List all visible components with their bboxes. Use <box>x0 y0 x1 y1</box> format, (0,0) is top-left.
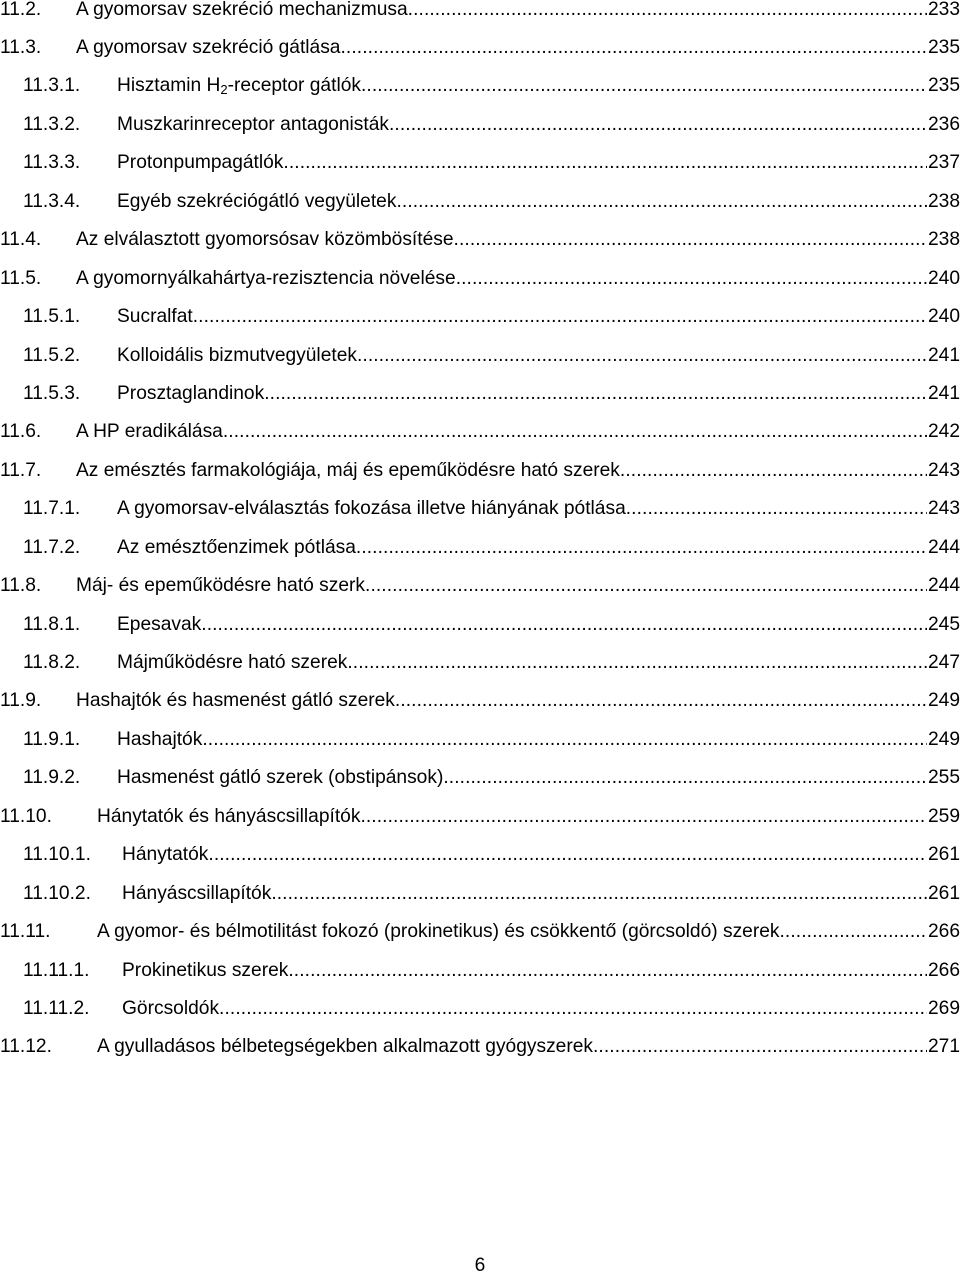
toc-entry-title: Görcsoldók <box>122 998 220 1019</box>
toc-entry-page: 247 <box>927 653 960 673</box>
toc-entry-page: 244 <box>927 576 960 596</box>
toc-entry-number: 11.7.1. <box>23 498 81 520</box>
toc-entry-page: 244 <box>927 537 960 557</box>
toc-entry-number: 11.8.2. <box>23 652 81 674</box>
toc-entry-page: 266 <box>927 960 960 980</box>
toc-entry-title: Az emésztés farmakológiája, máj és epeműködésre ható szerek <box>76 460 620 481</box>
toc-entry-title: Muszkarinreceptor antagonisták <box>117 114 389 135</box>
toc-entry-number: 11.5.1. <box>23 306 81 328</box>
toc-entry-title: Máj- és epeműködésre ható szerk <box>76 576 366 596</box>
toc-entry-page: 241 <box>927 383 960 404</box>
toc-entry[interactable] <box>0 374 960 412</box>
toc-entry[interactable] <box>0 836 960 874</box>
toc-entry-page: 261 <box>927 883 960 903</box>
dot-leader <box>408 0 927 19</box>
dot-leader <box>365 576 927 595</box>
toc-entry-number: 11.10.1. <box>23 844 91 866</box>
toc-entry-title: A gyomornyálkahártya-rezisztencia növelése <box>76 268 456 288</box>
toc-entry-number: 11.3.2. <box>23 113 81 135</box>
dot-leader <box>396 192 927 211</box>
dot-leader <box>443 768 927 787</box>
toc-entry[interactable] <box>0 1028 960 1066</box>
toc-entry-page: 249 <box>927 691 960 711</box>
toc-entry-page: 233 <box>927 0 960 19</box>
toc-entry-page: 245 <box>927 614 960 634</box>
toc-entry-page: 266 <box>927 922 960 942</box>
dot-leader <box>395 691 927 710</box>
toc-entry[interactable] <box>0 144 960 182</box>
dot-leader <box>356 538 927 557</box>
toc-entry[interactable] <box>0 567 960 605</box>
toc-entry-number: 11.10. <box>0 805 52 827</box>
toc-entry[interactable] <box>0 797 960 835</box>
toc-entry-number: 11.10.2. <box>23 882 91 904</box>
toc-entry-number: 11.4. <box>0 229 42 251</box>
dot-leader <box>201 615 927 634</box>
dot-leader <box>454 230 927 249</box>
toc-entry-title: Egyéb szekréciógátló vegyületek <box>117 191 397 211</box>
toc-entry[interactable] <box>0 490 960 528</box>
dot-leader <box>271 884 927 903</box>
dot-leader <box>357 346 927 365</box>
dot-leader <box>626 499 927 518</box>
toc-entry[interactable] <box>0 105 960 143</box>
dot-leader <box>360 807 927 826</box>
toc-entry-page: 238 <box>927 191 960 211</box>
toc-entry-number: 11.3.3. <box>23 152 81 174</box>
toc-entry-page: 235 <box>927 76 960 96</box>
toc-entry[interactable] <box>0 759 960 797</box>
toc-entry[interactable] <box>0 720 960 758</box>
toc-entry-title: Prokinetikus szerek <box>122 960 289 980</box>
toc-entry-title: Hashajtók <box>117 729 203 750</box>
dot-leader <box>361 76 927 95</box>
dot-leader <box>223 422 927 441</box>
toc-entry-page: 261 <box>927 845 960 865</box>
toc-entry-title: Protonpumpagátlók <box>117 153 284 173</box>
toc-entry-number: 11.3.4. <box>23 190 81 212</box>
toc-entry[interactable] <box>0 989 960 1027</box>
dot-leader <box>347 653 927 672</box>
toc-entry-number: 11.11.1. <box>23 959 90 981</box>
toc-entry-number: 11.5. <box>0 267 42 289</box>
toc-entry-page: 271 <box>927 1037 960 1057</box>
dot-leader <box>780 922 927 941</box>
toc-entry-title: Hányáscsillapítók <box>122 883 272 903</box>
toc-entry[interactable] <box>0 298 960 336</box>
page-number: 6 <box>474 1255 486 1276</box>
dot-leader <box>219 999 927 1018</box>
toc-entry[interactable] <box>0 259 960 297</box>
toc-entry[interactable] <box>0 528 960 566</box>
toc-entry[interactable] <box>0 221 960 259</box>
toc-entry-number: 11.5.3. <box>23 382 81 404</box>
toc-entry[interactable] <box>0 913 960 951</box>
dot-leader <box>202 730 927 749</box>
toc-entry-page: 238 <box>927 230 960 250</box>
toc-entry-page: 241 <box>927 345 960 365</box>
toc-entry-title: Májműködésre ható szerek <box>117 653 348 673</box>
toc-entry-number: 11.11.2. <box>23 997 90 1019</box>
toc-entry-title: A gyomorsav szekréció mechanizmusa <box>76 0 408 19</box>
toc-entry-number: 11.8. <box>0 575 42 597</box>
toc-entry-title: Hánytatók és hányáscsillapítók <box>97 806 361 826</box>
toc-entry-page: 249 <box>927 729 960 750</box>
toc-entry-number: 11.9.1. <box>23 728 81 750</box>
dot-leader <box>593 1037 927 1056</box>
toc-entry[interactable] <box>0 682 960 720</box>
toc-entry-number: 11.8.1. <box>23 613 81 635</box>
toc-entry-number: 11.2. <box>0 0 42 20</box>
toc-entry[interactable] <box>0 182 960 220</box>
toc-entry-title: Az emésztőenzimek pótlása <box>117 537 356 557</box>
toc-entry-title: Epesavak <box>117 614 202 634</box>
toc-entry-title-part: -receptor gátlók <box>227 76 361 96</box>
toc-entry-title: A gyomorsav-elválasztás fokozása illetve hiányának pótlása <box>117 499 626 519</box>
toc-entry[interactable] <box>0 451 960 489</box>
toc-entry-title: Prosztaglandinok <box>117 383 265 404</box>
toc-entry-title: Sucralfat <box>117 307 193 327</box>
toc-entry-number: 11.6. <box>0 421 42 443</box>
toc-entry[interactable] <box>0 643 960 681</box>
toc-entry[interactable] <box>0 0 960 28</box>
toc-entry-title: A gyulladásos bélbetegségekben alkalmazott gyógyszerek <box>97 1037 593 1057</box>
toc-entry[interactable] <box>0 951 960 989</box>
toc-entry[interactable] <box>0 336 960 374</box>
toc-entry-title <box>117 76 361 95</box>
toc-entry[interactable] <box>0 28 960 66</box>
toc-entry[interactable] <box>0 605 960 643</box>
dot-leader <box>208 845 927 864</box>
toc-entry-number: 11.3.1. <box>23 75 81 97</box>
dot-leader <box>620 461 927 480</box>
toc-entry[interactable] <box>0 67 960 105</box>
dot-leader <box>283 153 927 172</box>
toc-entry-title: Kolloidális bizmutvegyületek <box>117 345 357 365</box>
toc-entry-page: 243 <box>927 499 960 519</box>
toc-entry-title: A gyomorsav szekréció gátlása <box>76 38 341 58</box>
toc-entry-page: 235 <box>927 38 960 58</box>
dot-leader <box>340 38 927 57</box>
dot-leader <box>288 961 927 980</box>
toc-entry-number: 11.9. <box>0 690 42 712</box>
toc-entry-title-part: Hisztamin H <box>117 76 221 96</box>
toc-entry-page: 236 <box>927 114 960 135</box>
toc-entry-page: 259 <box>927 806 960 826</box>
toc-entry-title: A gyomor- és bélmotilitást fokozó (prokinetikus) és csökkentő (görcsoldó) szerek <box>97 922 780 942</box>
toc-entry-number: 11.7. <box>0 459 42 481</box>
dot-leader <box>456 269 927 288</box>
toc-entry-number: 11.5.2. <box>23 344 81 366</box>
toc-entry-page: 237 <box>927 153 960 173</box>
dot-leader <box>389 115 927 134</box>
toc-entry-page: 243 <box>927 460 960 481</box>
toc-entry-title: Hasmenést gátló szerek (obstipánsok) <box>117 768 444 788</box>
toc-entry-number: 11.11. <box>0 921 51 943</box>
toc-entry-page: 242 <box>927 422 960 442</box>
toc-entry-number: 11.3. <box>0 37 42 59</box>
toc-entry-number: 11.12. <box>0 1036 52 1058</box>
toc-entry-page: 255 <box>927 768 960 788</box>
dot-leader <box>264 384 927 403</box>
dot-leader <box>193 307 927 326</box>
toc-entry[interactable] <box>0 874 960 912</box>
toc-entry-number: 11.7.2. <box>23 536 81 558</box>
toc-entry-number: 11.9.2. <box>23 767 81 789</box>
toc-entry-page: 240 <box>927 268 960 288</box>
toc-entry-title: Hánytatók <box>122 845 209 865</box>
toc-entry-title: A HP eradikálása <box>76 422 223 442</box>
toc-entry-title: Az elválasztott gyomorsósav közömbösítése <box>76 230 454 250</box>
toc-entry-page: 269 <box>927 998 960 1019</box>
toc-entry-title-subscript: 2 <box>220 82 228 96</box>
toc-entry-page: 240 <box>927 307 960 327</box>
toc-entry-title: Hashajtók és hasmenést gátló szerek <box>76 691 395 711</box>
toc-entry[interactable] <box>0 413 960 451</box>
